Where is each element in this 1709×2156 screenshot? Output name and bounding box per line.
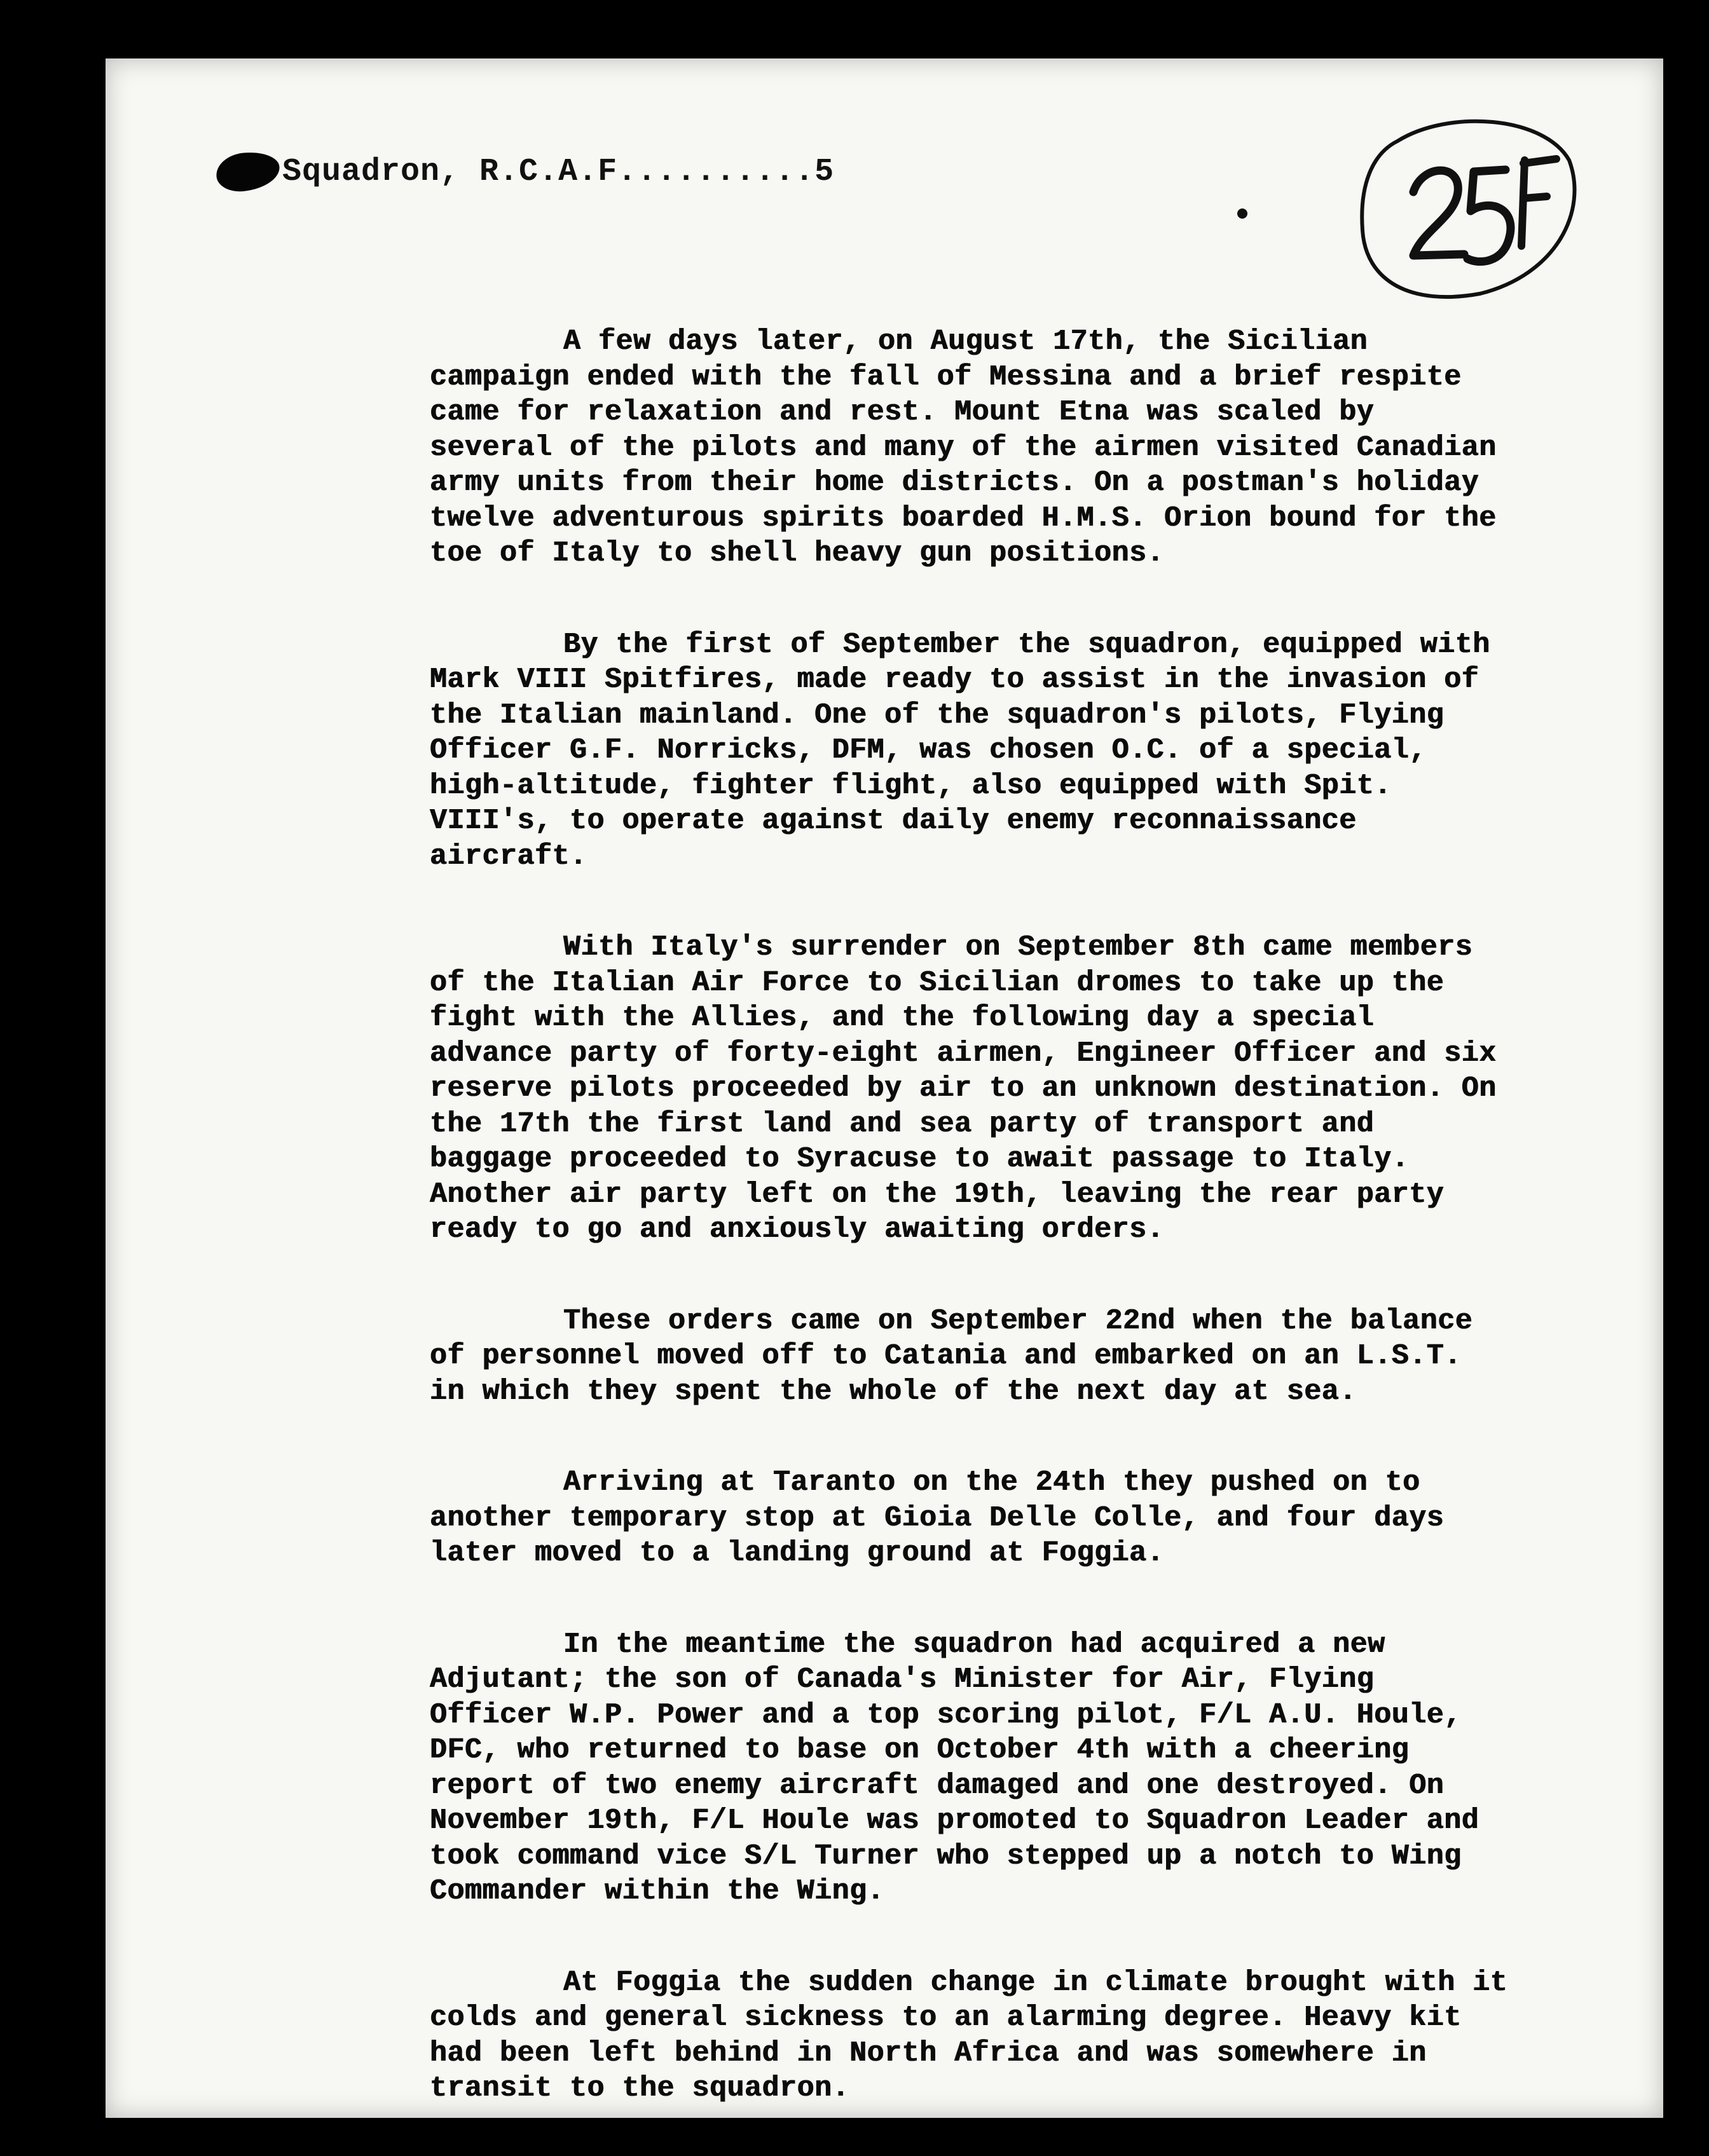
header-text: Squadron, R.C.A.F..........5 [282,154,835,191]
paragraph-4: These orders came on September 22nd when the balance of personnel moved off to Catania and embarked on an L.S.T. in which they spent the whole of the next day at sea. [430,1304,1473,1408]
paragraph-6: In the meantime the squadron had acquired a new Adjutant; the son of Canada's Minister for Air, Flying Officer W.P. Power and a top scoring pilot, F/L A.U. Houle, DFC, who returned to base on October 4th with a cheering report of two enemy aircraft damaged and one destroyed. On November 19th, F/L Houle was promoted to Squadron Leader and took command vice S/L Turner who stepped up a notch to Wing Commander within the Wing. [430,1628,1479,1907]
handwritten-folio-number [1353,103,1582,313]
page-header [216,153,834,191]
paragraph-1: A few days later, on August 17th, the Sicilian campaign ended with the fall of Messina and a brief respite came for relaxation and rest. Mount Etna was scaled by several of the pilots and many of the airmen visited Canadian army units from their home districts. On a postman's holiday twelve adventurous spirits boarded H.M.S. Orion bound for the toe of Italy to shell heavy gun positions. [430,325,1497,570]
paragraph-5: Arriving at Taranto on the 24th they pushed on to another temporary stop at Gioia Delle Colle, and four days later moved to a landing ground at Foggia. [430,1466,1445,1569]
paragraph-3: With Italy's surrender on September 8th came members of the Italian Air Force to Sicilian dromes to take up the fight with the Allies, and the following day a special advance party of forty-eight airmen, Engineer Officer and six reserve pilots proceeded by air to an unknown destination. On the 17th the first land and sea party of transport and baggage proceeded to Syracuse to await passage to Italy. Another air party left on the 19th, leaving the rear party ready to go and anxiously awaiting orders. [430,931,1497,1246]
ink-blot [214,149,282,194]
paragraph-7: At Foggia the sudden change in climate brought with it colds and general sickness to an alarming degree. Heavy kit had been left behind in North Africa and was somewhere in transit to the squadron. [430,1966,1508,2105]
paragraph-2: By the first of September the squadron, equipped with Mark VIII Spitfires, made ready to assist in the invasion of the Italian mainland. One of the squadron's pilots, Flying Officer G.F. Norricks, DFM, was chosen O.C. of a special, high-altitude, fighter flight, also equipped with Spit. VIII's, to operate against daily enemy reconnaissance aircraft. [430,628,1490,873]
body-text [430,324,1511,2106]
ink-dot [1237,208,1247,219]
